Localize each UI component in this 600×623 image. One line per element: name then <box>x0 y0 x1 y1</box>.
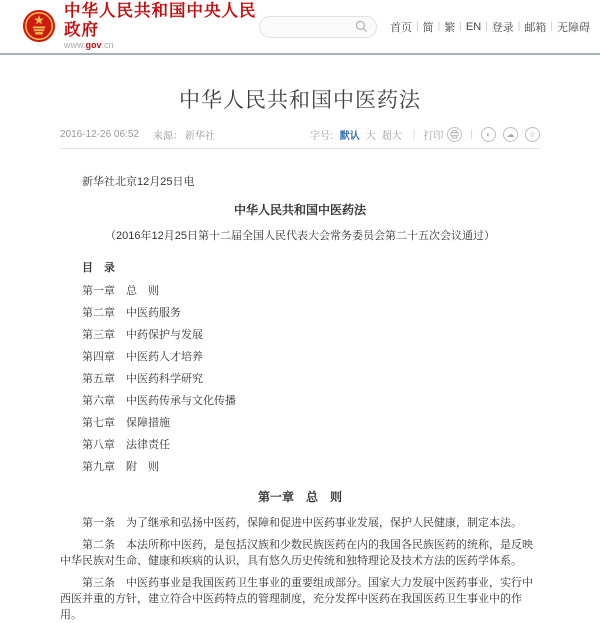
nav-mail[interactable]: 邮箱 <box>524 21 547 34</box>
source-name[interactable]: 新华社 <box>184 131 215 142</box>
toc-heading: 目 录 <box>82 262 115 274</box>
search-icon[interactable] <box>355 20 368 33</box>
nav-separator: | <box>416 21 419 32</box>
dateline: 新华社北京12月25日电 <box>82 176 195 188</box>
printer-icon[interactable] <box>447 127 462 142</box>
toc-item-chapter1: 第一章 总 则 <box>82 285 159 297</box>
favorite-share-icon[interactable]: ☆ <box>525 127 540 142</box>
nav-separator: | <box>459 21 462 32</box>
weibo-share-icon[interactable]: ◐ <box>481 127 496 142</box>
nav-english[interactable]: EN <box>465 20 482 33</box>
article-body <box>60 173 540 623</box>
meta-separator: | <box>412 129 416 140</box>
law-title: 中华人民共和国中医药法 <box>233 203 366 217</box>
article-meta-bar <box>60 127 540 149</box>
toc-item-chapter3: 第三章 中药保护与发展 <box>82 329 203 341</box>
print-label: 打印 <box>423 131 444 142</box>
search-box[interactable] <box>259 16 377 38</box>
toc-item-chapter4: 第四章 中医药人才培养 <box>82 351 203 363</box>
site-name: 中华人民共和国中央人民政府 <box>64 2 257 39</box>
wechat-share-icon[interactable]: ☁ <box>503 127 518 142</box>
source-label: 来源： <box>152 131 183 142</box>
meta-left <box>60 127 215 142</box>
chapter1-heading: 第一章 总 则 <box>257 490 342 504</box>
article-paragraph-1: 第一条 为了继承和弘扬中医药，保障和促进中医药事业发展，保护人民健康，制定本法。 <box>82 517 522 529</box>
nav-login[interactable]: 登录 <box>491 21 514 34</box>
nav-separator: | <box>550 21 553 32</box>
nav-traditional[interactable]: 繁 <box>444 21 456 34</box>
fontsize-xlarge-button[interactable]: 超大 <box>381 131 402 142</box>
gov-logo[interactable] <box>22 2 259 50</box>
publish-date: 2016-12-26 06:52 <box>60 129 139 140</box>
nav-separator: | <box>517 21 521 32</box>
page-title: 中华人民共和国中医药法 <box>179 89 421 112</box>
search-input[interactable] <box>268 20 355 34</box>
site-header <box>0 0 600 55</box>
meta-separator: | <box>470 129 473 140</box>
toc-item-chapter2: 第二章 中医药服务 <box>82 307 181 319</box>
nav-separator: | <box>485 21 488 32</box>
site-url-gov: gov <box>85 39 102 50</box>
site-url-cn: .cn <box>101 39 114 50</box>
nav-accessibility[interactable]: 无障碍 <box>557 21 590 34</box>
toc-item-chapter6: 第六章 中医药传承与文化传播 <box>82 395 236 407</box>
toc-item-chapter7: 第七章 保障措施 <box>82 417 170 429</box>
site-title-block <box>64 2 259 50</box>
nav-home[interactable]: 首页 <box>390 21 413 34</box>
top-nav <box>390 19 590 35</box>
meta-right <box>310 127 540 142</box>
toc-item-chapter5: 第五章 中医药科学研究 <box>82 373 203 385</box>
toc-item-chapter9: 第九章 附 则 <box>82 461 159 473</box>
fontsize-default-button[interactable]: 默认 <box>339 131 360 142</box>
toc-item-chapter8: 第八章 法律责任 <box>82 439 170 451</box>
fontsize-large-button[interactable]: 大 <box>365 131 376 142</box>
site-url <box>64 41 259 51</box>
share-buttons <box>481 127 540 142</box>
print-button[interactable] <box>423 127 462 142</box>
article-paragraph-2: 第二条 本法所称中医药，是包括汉族和少数民族医药在内的我国各民族医药的统称，是反映中华民族对生命、健康和疾病的认识，具有悠久历史传统和独特理论及技术方法的医药学体系。 <box>60 539 533 567</box>
law-subtitle: （2016年12月25日第十二届全国人民代表大会常务委员会第二十五次会议通过） <box>105 230 495 242</box>
article-paragraph-3: 第三条 中医药事业是我国医药卫生事业的重要组成部分。国家大力发展中医药事业，实行中西医并重的方针，建立符合中医药特点的管理制度，充分发挥中医药在我国医药卫生事业中的作用。 <box>60 577 533 621</box>
fontsize-label: 字号: <box>310 131 333 142</box>
site-url-www: www. <box>64 39 86 50</box>
national-emblem-icon <box>22 9 56 43</box>
nav-simplified[interactable]: 简 <box>422 21 434 34</box>
nav-separator: | <box>437 21 441 32</box>
